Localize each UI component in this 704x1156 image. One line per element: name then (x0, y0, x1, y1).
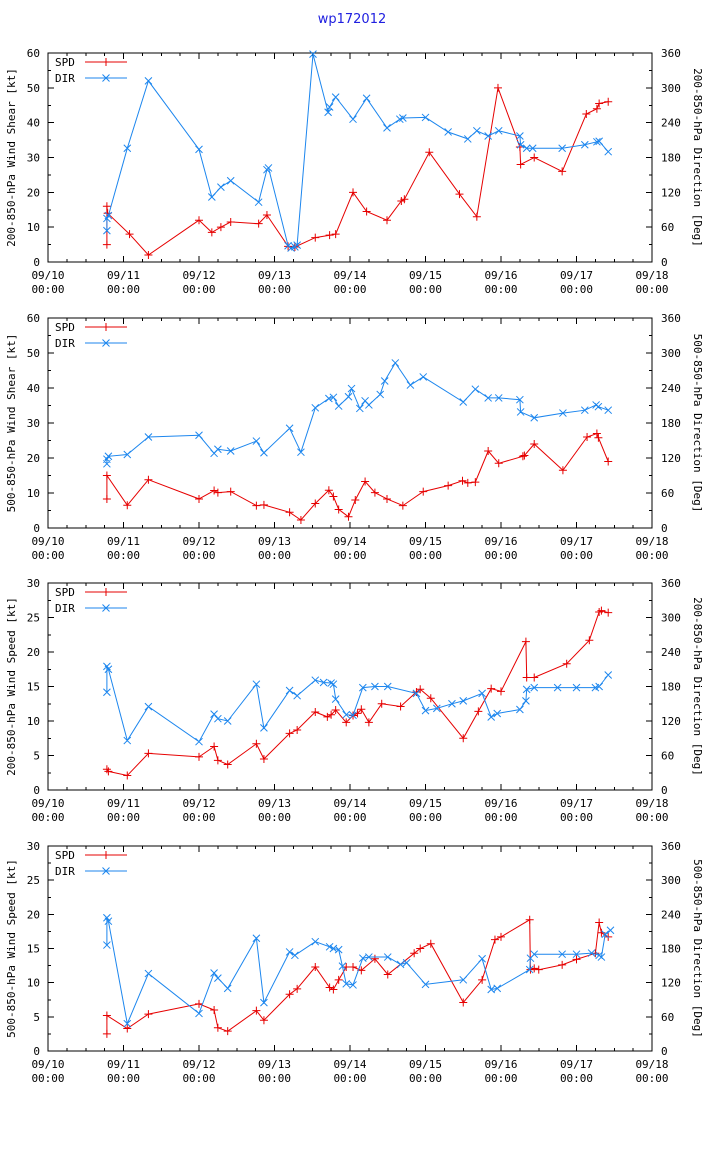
svg-text:09/18: 09/18 (635, 535, 669, 548)
svg-text:00:00: 00:00 (559, 283, 594, 296)
series-line (107, 918, 611, 1024)
series-spd (103, 84, 612, 259)
svg-text:120: 120 (661, 452, 681, 465)
svg-text:0: 0 (661, 784, 668, 797)
svg-text:09/11: 09/11 (106, 797, 141, 810)
svg-text:60: 60 (661, 487, 675, 500)
svg-text:180: 180 (661, 417, 681, 430)
svg-text:09/15: 09/15 (408, 1058, 443, 1071)
svg-text:10: 10 (26, 487, 40, 500)
svg-text:09/12: 09/12 (182, 797, 216, 810)
svg-text:09/14: 09/14 (333, 269, 367, 282)
series-dir (103, 663, 611, 745)
series-markers (103, 663, 611, 745)
series-dir (103, 51, 611, 252)
right-axis-title: 500-850-hPa Direction [Deg] (691, 333, 704, 513)
svg-text:09/11: 09/11 (106, 1058, 141, 1071)
svg-text:60: 60 (26, 312, 40, 325)
svg-text:30: 30 (26, 840, 40, 853)
series-spd (103, 916, 612, 1038)
svg-text:30: 30 (26, 577, 40, 590)
left-axis-title: 200-850-hPa Wind Speed [kt] (5, 597, 18, 776)
svg-text:00:00: 00:00 (257, 811, 292, 824)
svg-text:15: 15 (26, 942, 40, 956)
svg-text:20: 20 (26, 908, 40, 922)
svg-text:00:00: 00:00 (408, 283, 443, 296)
left-axis-title: 500-850-hPa Wind Shear [kt] (5, 333, 18, 513)
svg-text:09/12: 09/12 (182, 269, 216, 282)
svg-text:SPD: SPD (55, 849, 75, 862)
svg-text:60: 60 (26, 47, 40, 60)
svg-text:240: 240 (661, 908, 681, 922)
svg-text:09/16: 09/16 (484, 797, 518, 810)
axis-tick-labels (27, 577, 681, 824)
svg-text:09/16: 09/16 (484, 1058, 518, 1071)
series-markers (103, 916, 612, 1038)
series-markers (103, 359, 611, 467)
svg-text:300: 300 (661, 81, 681, 95)
svg-text:DIR: DIR (55, 72, 75, 85)
chart-panel-3 (5, 577, 704, 824)
axis-tick-labels (27, 47, 681, 296)
svg-text:50: 50 (26, 81, 40, 95)
svg-text:00:00: 00:00 (408, 549, 443, 562)
svg-text:00:00: 00:00 (182, 1072, 216, 1085)
svg-text:00:00: 00:00 (635, 549, 669, 562)
svg-text:15: 15 (26, 680, 40, 694)
svg-text:00:00: 00:00 (182, 811, 216, 824)
svg-text:09/10: 09/10 (31, 1058, 65, 1071)
svg-text:60: 60 (661, 749, 675, 763)
svg-text:120: 120 (661, 715, 681, 728)
svg-text:360: 360 (661, 312, 681, 325)
chart-panel-1 (5, 47, 704, 296)
svg-text:09/14: 09/14 (333, 797, 367, 810)
svg-text:10: 10 (26, 715, 40, 728)
right-axis-title: 500-850-hPa Direction [Deg] (691, 859, 704, 1038)
svg-text:5: 5 (33, 1010, 40, 1024)
svg-text:09/10: 09/10 (31, 269, 65, 282)
chart-panel-2 (5, 312, 704, 562)
svg-text:30: 30 (26, 151, 40, 165)
legend (55, 321, 127, 350)
right-axis-title: 200-850-hPa Direction [Deg] (691, 597, 704, 776)
series-dir (103, 914, 614, 1027)
right-axis-title: 200-850-hPa Direction [Deg] (691, 68, 704, 247)
svg-text:09/17: 09/17 (559, 797, 594, 810)
svg-text:09/18: 09/18 (635, 269, 669, 282)
axis-tick-labels (27, 840, 681, 1085)
series-markers (103, 84, 612, 259)
svg-text:09/16: 09/16 (484, 269, 518, 282)
chart-panel-4 (5, 840, 704, 1085)
series-spd (103, 430, 612, 524)
svg-text:00:00: 00:00 (635, 1072, 669, 1085)
series-line (107, 54, 608, 248)
plot-frame (48, 583, 652, 790)
svg-text:240: 240 (661, 116, 681, 130)
svg-text:0: 0 (33, 256, 40, 269)
svg-text:00:00: 00:00 (635, 283, 669, 296)
svg-text:00:00: 00:00 (408, 1072, 443, 1085)
svg-text:SPD: SPD (55, 586, 75, 599)
svg-text:00:00: 00:00 (106, 1072, 141, 1085)
series-line (107, 434, 608, 521)
svg-text:300: 300 (661, 347, 681, 360)
svg-text:300: 300 (661, 611, 681, 625)
svg-text:240: 240 (661, 646, 681, 659)
svg-text:00:00: 00:00 (31, 811, 65, 824)
legend (55, 586, 127, 615)
svg-text:09/10: 09/10 (31, 797, 65, 810)
svg-text:00:00: 00:00 (408, 811, 443, 824)
svg-text:120: 120 (661, 976, 681, 990)
svg-text:09/16: 09/16 (484, 535, 518, 548)
svg-text:09/17: 09/17 (559, 269, 594, 282)
series-spd (103, 607, 612, 780)
svg-text:00:00: 00:00 (484, 1072, 518, 1085)
svg-text:00:00: 00:00 (484, 283, 518, 296)
left-axis-title: 200-850-hPa Wind Shear [kt] (5, 68, 18, 247)
svg-text:300: 300 (661, 874, 681, 888)
svg-text:0: 0 (661, 256, 668, 269)
svg-text:09/18: 09/18 (635, 797, 669, 810)
svg-text:180: 180 (661, 942, 681, 956)
svg-text:09/17: 09/17 (559, 535, 594, 548)
svg-text:00:00: 00:00 (559, 811, 594, 824)
svg-text:DIR: DIR (55, 602, 75, 615)
svg-text:25: 25 (26, 611, 40, 625)
svg-text:00:00: 00:00 (559, 1072, 594, 1085)
svg-text:360: 360 (661, 47, 681, 60)
svg-text:50: 50 (26, 347, 40, 360)
series-markers (103, 430, 612, 524)
series-markers (103, 607, 612, 780)
svg-text:09/15: 09/15 (408, 797, 443, 810)
svg-text:00:00: 00:00 (333, 283, 367, 296)
legend-marker (102, 588, 110, 596)
svg-text:180: 180 (661, 151, 681, 165)
series-line (107, 611, 608, 776)
svg-text:180: 180 (661, 680, 681, 694)
left-axis-title: 500-850-hPa Wind Speed [kt] (5, 859, 18, 1038)
legend (55, 849, 127, 878)
plot-frame (48, 53, 652, 262)
svg-text:09/13: 09/13 (257, 797, 292, 810)
svg-text:DIR: DIR (55, 865, 75, 878)
svg-text:0: 0 (33, 522, 40, 535)
axis-ticks (48, 53, 652, 262)
svg-text:00:00: 00:00 (106, 549, 141, 562)
legend-marker (102, 851, 110, 859)
svg-text:10: 10 (26, 221, 40, 235)
svg-text:0: 0 (33, 1045, 40, 1058)
svg-text:09/12: 09/12 (182, 1058, 216, 1071)
axis-ticks (48, 318, 652, 528)
svg-text:40: 40 (26, 116, 40, 130)
svg-text:DIR: DIR (55, 337, 75, 350)
svg-text:30: 30 (26, 417, 40, 430)
plot-frame (48, 318, 652, 528)
svg-text:0: 0 (33, 784, 40, 797)
series-line (107, 363, 608, 464)
svg-text:00:00: 00:00 (333, 549, 367, 562)
axis-tick-labels (27, 312, 681, 562)
svg-text:10: 10 (26, 976, 40, 990)
svg-text:00:00: 00:00 (484, 811, 518, 824)
svg-text:00:00: 00:00 (182, 283, 216, 296)
svg-text:09/15: 09/15 (408, 269, 443, 282)
legend-marker (102, 323, 110, 331)
svg-text:09/13: 09/13 (257, 269, 292, 282)
svg-text:00:00: 00:00 (559, 549, 594, 562)
series-dir (103, 359, 611, 467)
svg-text:00:00: 00:00 (635, 811, 669, 824)
svg-text:00:00: 00:00 (31, 283, 65, 296)
svg-text:20: 20 (26, 452, 40, 465)
svg-text:00:00: 00:00 (31, 549, 65, 562)
svg-text:09/11: 09/11 (106, 535, 141, 548)
svg-text:SPD: SPD (55, 321, 75, 334)
svg-text:00:00: 00:00 (182, 549, 216, 562)
svg-text:00:00: 00:00 (333, 811, 367, 824)
svg-text:00:00: 00:00 (257, 283, 292, 296)
svg-text:00:00: 00:00 (484, 549, 518, 562)
series-line (107, 920, 608, 1034)
svg-text:20: 20 (26, 646, 40, 659)
svg-text:240: 240 (661, 382, 681, 395)
svg-text:09/14: 09/14 (333, 1058, 367, 1071)
svg-text:40: 40 (26, 382, 40, 395)
svg-text:60: 60 (661, 1010, 675, 1024)
svg-text:60: 60 (661, 221, 675, 235)
svg-text:00:00: 00:00 (31, 1072, 65, 1085)
svg-text:120: 120 (661, 186, 681, 200)
svg-text:00:00: 00:00 (106, 283, 141, 296)
svg-text:0: 0 (661, 522, 668, 535)
series-markers (103, 51, 611, 252)
svg-text:00:00: 00:00 (333, 1072, 367, 1085)
page-title: wp172012 (317, 12, 387, 27)
svg-text:09/13: 09/13 (257, 1058, 292, 1071)
svg-text:0: 0 (661, 1045, 668, 1058)
svg-text:09/12: 09/12 (182, 535, 216, 548)
axis-ticks (48, 583, 652, 790)
svg-text:360: 360 (661, 577, 681, 590)
svg-text:09/15: 09/15 (408, 535, 443, 548)
svg-text:09/10: 09/10 (31, 535, 65, 548)
svg-text:00:00: 00:00 (106, 811, 141, 824)
legend-marker (102, 58, 110, 66)
svg-text:00:00: 00:00 (257, 549, 292, 562)
svg-text:09/18: 09/18 (635, 1058, 669, 1071)
svg-text:360: 360 (661, 840, 681, 853)
svg-text:09/13: 09/13 (257, 535, 292, 548)
svg-text:25: 25 (26, 874, 40, 888)
svg-text:00:00: 00:00 (257, 1072, 292, 1085)
svg-text:SPD: SPD (55, 56, 75, 69)
svg-text:09/14: 09/14 (333, 535, 367, 548)
svg-text:20: 20 (26, 186, 40, 200)
svg-text:5: 5 (33, 749, 40, 763)
svg-text:09/17: 09/17 (559, 1058, 594, 1071)
legend (55, 56, 127, 85)
svg-text:09/11: 09/11 (106, 269, 141, 282)
